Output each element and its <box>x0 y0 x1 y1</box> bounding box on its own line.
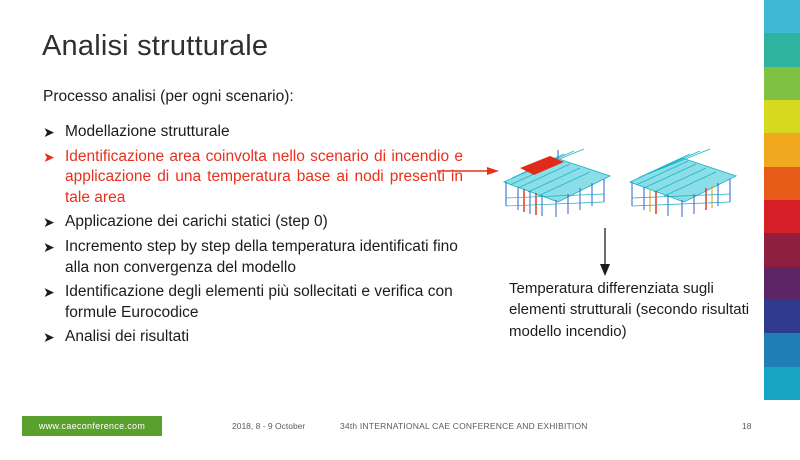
page-number: 18 <box>742 421 752 431</box>
arrow-bullet-icon: ➤ <box>43 239 55 256</box>
arrow-bullet-icon: ➤ <box>43 329 55 346</box>
color-band <box>764 333 800 366</box>
color-band <box>764 67 800 100</box>
website-link[interactable]: www.caeconference.com <box>22 416 162 436</box>
color-band <box>764 200 800 233</box>
color-band <box>764 233 800 266</box>
color-band <box>764 100 800 133</box>
list-item-label: Incremento step by step della temperatura identificati fino alla non convergenza del modello <box>65 238 458 276</box>
fem-model-left-image <box>498 136 616 218</box>
fem-model-right-image <box>624 136 742 218</box>
color-band <box>764 267 800 300</box>
subtitle-text: Processo analisi (per ogni scenario): <box>43 88 294 105</box>
list-item <box>43 147 463 209</box>
list-item-label: Applicazione dei carichi statici (step 0) <box>65 213 328 231</box>
list-item <box>43 122 463 143</box>
list-item-label: Identificazione area coinvolta nello scenario di incendio e applicazione di una temperatura base ai nodi presenti in tale area <box>65 147 463 206</box>
red-arrow-icon <box>437 165 499 177</box>
figure-group <box>498 136 748 218</box>
bullet-list <box>43 122 463 352</box>
list-item-label: Modellazione strutturale <box>65 123 230 140</box>
down-arrow-icon <box>598 228 612 276</box>
color-band <box>764 300 800 333</box>
list-item <box>43 237 463 278</box>
color-band <box>764 0 800 33</box>
arrow-bullet-icon: ➤ <box>43 124 55 140</box>
color-band <box>764 33 800 66</box>
slide-footer <box>0 401 800 460</box>
figure-caption: Temperatura differenziata sugli elementi strutturali (secondo risultati modello incendio) <box>509 280 750 340</box>
list-item <box>43 327 463 348</box>
arrow-bullet-icon: ➤ <box>43 284 55 301</box>
arrow-bullet-icon: ➤ <box>43 148 55 165</box>
arrow-bullet-icon: ➤ <box>43 214 55 231</box>
footer-conference-name: 34th INTERNATIONAL CAE CONFERENCE AND EXHIBITION <box>340 421 588 431</box>
list-item <box>43 282 463 323</box>
list-item-label: Identificazione degli elementi più sollecitati e verifica con formule Eurocodice <box>65 283 453 321</box>
list-item <box>43 212 463 233</box>
color-band <box>764 167 800 200</box>
color-band <box>764 133 800 166</box>
list-item-label: Analisi dei risultati <box>65 328 190 346</box>
footer-date: 2018, 8 - 9 October <box>232 421 306 431</box>
page-title: Analisi strutturale <box>42 30 269 62</box>
color-band <box>764 367 800 400</box>
decorative-color-strip <box>764 0 800 400</box>
